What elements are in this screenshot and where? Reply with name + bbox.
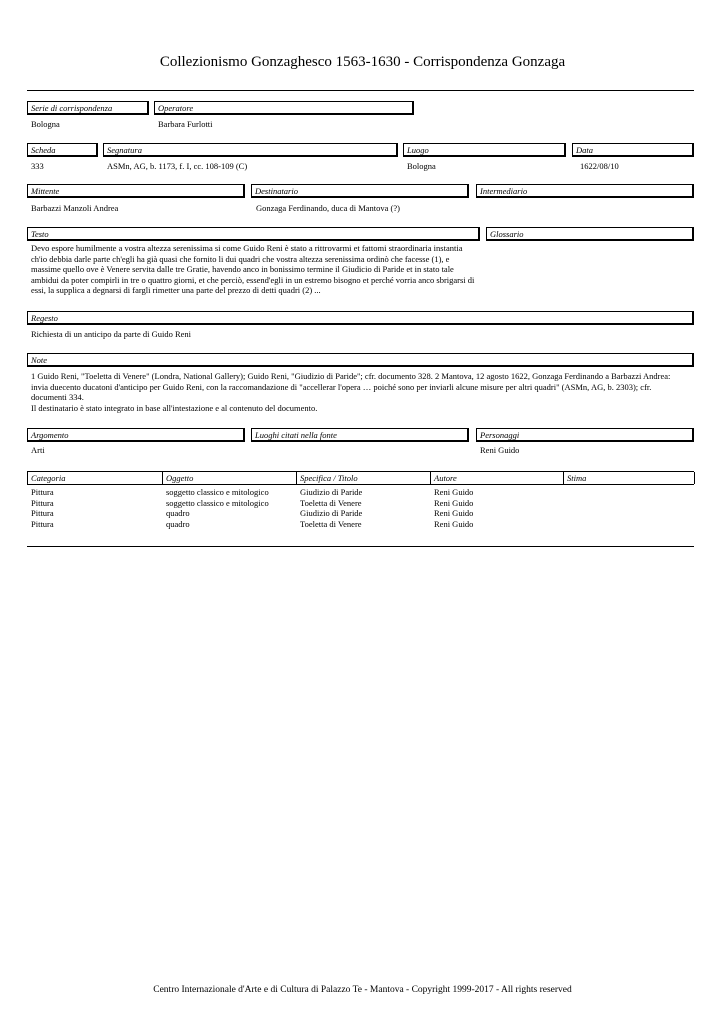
scheda-label: Scheda (27, 143, 98, 157)
data-label: Data (572, 143, 694, 157)
testo-line: ch'io debbia darle parte ch'egli ha già quasi che fornito li dui quadri che vostra altezza serenissima ordinò che facesse (1), e (31, 253, 450, 264)
cell-categoria: Pittura (31, 487, 54, 497)
cell-oggetto: quadro (166, 508, 190, 518)
testo-line: massime quello ove è Venere servita dalle tre Gratie, havendo anco in bonissimo termine il Giudicio di Paride et in stato tale (31, 264, 454, 274)
cell-specifica: Toeletta di Venere (300, 518, 362, 529)
cell-autore: Reni Guido (434, 487, 474, 497)
serie-value: Bologna (31, 119, 60, 129)
objects-table-header (27, 471, 694, 485)
footer-copyright: Centro Internazionale d'Arte e di Cultura di Palazzo Te - Mantova - Copyright 1999-2017 - All rights reserved (153, 985, 572, 995)
testo-line: Devo espore humilmente a vostra altezza serenissima si come Guido Reni è stato a rittrovarmi et fattomi straordinaria instantia (31, 243, 463, 253)
column-header-specifica: Specifica / Titolo (296, 472, 430, 484)
segnatura-value: ASMn, AG, b. 1173, f. I, cc. 108-109 (C) (107, 161, 248, 171)
top-divider (27, 90, 694, 91)
cell-oggetto: quadro (166, 518, 190, 529)
testo-line: essi, la supplica a degnarsi di fargli rimetter una parte del prezzo di detti quadri (2) ... (31, 285, 321, 295)
argomento-label: Argomento (27, 428, 245, 442)
cell-autore: Reni Guido (434, 508, 474, 518)
cell-categoria: Pittura (31, 518, 54, 529)
note-label: Note (27, 353, 694, 367)
note-line: Il destinatario è stato integrato in base all'intestazione e al contenuto del documento. (31, 402, 318, 413)
table-row (27, 487, 694, 498)
cell-specifica: Giudizio di Paride (300, 508, 363, 518)
mittente-label: Mittente (27, 184, 245, 198)
note-line: invia duecento ducatoni d'anticipo per Guido Reni, con la raccomandazione di "accellerar l'opera … poiché sono per inviarli alcune misure per altri quadri" (ASMn, AG, b. 2303); cfr. (31, 381, 652, 392)
column-header-categoria: Categoria (27, 472, 162, 484)
data-value: 1622/08/10 (580, 161, 619, 171)
cell-specifica: Toeletta di Venere (300, 497, 362, 508)
mittente-value: Barbazzi Manzoli Andrea (31, 203, 119, 213)
testo-text (31, 243, 481, 296)
operatore-value: Barbara Furlotti (158, 119, 213, 129)
glossario-label: Glossario (486, 227, 694, 241)
scheda-value: 333 (31, 161, 44, 171)
column-header-oggetto: Oggetto (162, 472, 296, 484)
argomento-value: Arti (31, 445, 45, 455)
column-header-stima: Stima (563, 472, 695, 484)
cell-autore: Reni Guido (434, 518, 474, 529)
table-row (27, 519, 694, 530)
column-header-autore: Autore (430, 472, 563, 484)
note-line: documenti 334. (31, 392, 84, 402)
luogo-label: Luogo (403, 143, 566, 157)
luogo-value: Bologna (407, 161, 436, 171)
bottom-divider (27, 546, 694, 547)
regesto-value: Richiesta di un anticipo da parte di Guido Reni (31, 329, 192, 339)
serie-label: Serie di corrispondenza (27, 101, 149, 115)
segnatura-label: Segnatura (103, 143, 398, 157)
luoghi-label: Luoghi citati nella fonte (251, 428, 469, 442)
personaggi-value: Reni Guido (480, 445, 520, 455)
note-line: 1 Guido Reni, "Toeletta di Venere" (Londra, National Gallery); Guido Reni, "Giudizio di Paride"; cfr. documento 328. 2 Mantova, 12 agosto 1622, Gonzaga Ferdinando a Barbazzi Andrea: (31, 371, 671, 381)
cell-oggetto: soggetto classico e mitologico (166, 497, 269, 508)
table-row (27, 508, 694, 519)
operatore-label: Operatore (154, 101, 414, 115)
cell-specifica: Giudizio di Paride (300, 487, 363, 497)
destinatario-value: Gonzaga Ferdinando, duca di Mantova (?) (256, 203, 400, 213)
table-row (27, 498, 694, 509)
testo-label: Testo (27, 227, 480, 241)
regesto-label: Regesto (27, 311, 694, 325)
testo-line: ambidui da poter compirli in tre o quattro giorni, et che perciò, essend'egli in un estremo bisogno et perché vorria anco sbrigarsi di (31, 274, 475, 285)
note-text (31, 371, 693, 413)
destinatario-label: Destinatario (251, 184, 469, 198)
cell-oggetto: soggetto classico e mitologico (166, 487, 269, 497)
cell-categoria: Pittura (31, 497, 54, 508)
cell-categoria: Pittura (31, 508, 54, 518)
page-title: Collezionismo Gonzaghesco 1563-1630 - Corrispondenza Gonzaga (159, 54, 566, 70)
cell-autore: Reni Guido (434, 497, 474, 508)
intermediario-label: Intermediario (476, 184, 694, 198)
personaggi-label: Personaggi (476, 428, 694, 442)
